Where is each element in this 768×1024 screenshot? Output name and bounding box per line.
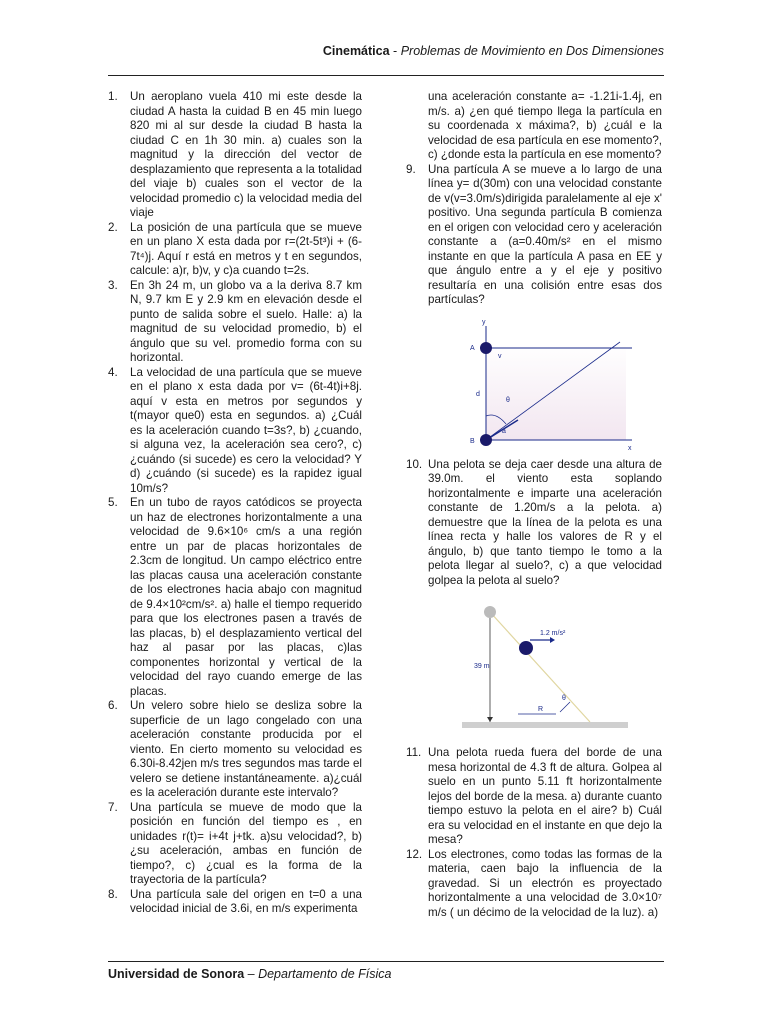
label-accel: 1.2 m/s²	[540, 630, 566, 637]
label-y: y	[482, 318, 486, 326]
header-subtitle: Problemas de Movimiento en Dos Dimensiones	[400, 44, 664, 58]
problem-8-continued: una aceleración constante a= -1.21i-1.4j, en m/s. a) ¿en qué tiempo llega la partícula en su coordenada x máxima?, b) ¿cuál e la velocidad de esa partícula en ese momento?, c) ¿donde esta la partícula en ese momento?	[428, 90, 662, 161]
diagram-background	[486, 344, 626, 440]
particle-b	[480, 434, 492, 446]
problem-11: 11. Una pelota rueda fuera del borde de una mesa horizontal de 4.3 ft de altura. Golpea al suelo en un punto 5.11 ft horizontalmente lejos del borde de la mesa. a) durante cuanto tiempo estuvo la pelota en el aire? b) Cuál era su velocidad en el instante en que dejo la mesa?	[406, 746, 662, 846]
page-footer: Universidad de Sonora – Departamento de Física	[108, 967, 392, 981]
problem-8: 8. Una partícula sale del origen en t=0 a una velocidad inicial de 3.6i, en m/s experimenta	[108, 887, 362, 915]
problem-4: 4. La velocidad de una partícula que se mueve en el plano x esta dada por v= (6t-4t)i+8j. aquí v esta en metros por segundos y t(mayor que0) esta en segundos. a) ¿Cuál es la aceleración cuando t=3s?, b) ¿cuando, si alguna vez, la aceleración sea cero?, c) ¿cuándo (si sucede) es cero la velocidad? Y d) ¿cuándo (si sucede) es la rapidez igual 10m/s?	[108, 365, 362, 495]
height-arrow	[487, 717, 493, 722]
particle-a	[480, 342, 492, 354]
problem-9: 9. Una partícula A se mueve a lo largo de una línea y= d(30m) con una velocidad constante de v(v=3.0m/s)dirigida paralelamente al eje x' positivo. Una segunda partícula B comienza en el origen con velocidad cero y aceleración constante a (a=0.40m/s² en el mismo instante en que la partícula A pasa en EE y que ángulo entre a y el eje y positivo resultaría en una colisión entre esas dos partículas?	[406, 162, 662, 306]
right-column	[406, 90, 662, 920]
label-v: v	[498, 352, 502, 360]
header-rule	[108, 75, 664, 76]
ball-moving	[519, 641, 533, 655]
label-a-vector: a	[502, 427, 506, 435]
label-a-point: A	[470, 344, 475, 352]
label-theta: θ	[562, 695, 566, 702]
label-theta: θ	[506, 396, 510, 404]
problem-6: 6. Un velero sobre hielo se desliza sobre la superficie de un lago congelado con una aceleración constante producida por el viento. En cierto momento su velocidad es 6.30i-8.42jen m/s tres segundos mas tarde el velero se detiene instantáneamente. a)¿cuál es la aceleración durante este intervalo?	[108, 699, 362, 799]
problem-2: 2. La posición de una partícula que se mueve en un plano X esta dada por r=(2t-5t³)i + (6-7t⁴)j. Aquí r está en metros y t en segundos, calcule: a)r, b)v, y c)a cuando t=2s.	[108, 220, 362, 277]
falling-ball-diagram	[406, 598, 662, 734]
wind-arrowhead	[550, 637, 555, 643]
footer-rule	[108, 961, 664, 962]
left-column	[108, 90, 362, 917]
page-header: Cinemática - Problemas de Movimiento en Dos Dimensiones	[322, 44, 664, 58]
problem-1: 1. Un aeroplano vuela 410 mi este desde la ciudad A hasta la cuidad B en 45 min luego 820 mi al sur desde la ciudad B hasta la ciudad C en 1h 30 min. a) cuales son la magnitud y la dirección del vector de desplazamiento que representa a la totalidad del viaje b) cuales son el vector de la velocidad promedio c) la velocidad media del viaje	[108, 90, 362, 219]
footer-university: Universidad de Sonora	[108, 967, 245, 981]
label-b-point: B	[470, 437, 475, 445]
footer-department: Departamento de Física	[258, 967, 392, 981]
ball-start	[484, 606, 496, 618]
problem-3: 3. En 3h 24 m, un globo va a la deriva 8.7 km N, 9.7 km E y 2.9 km en elevación desde el punto de salida sobre el suelo. Halle: a) la magnitud de su velocidad promedio, b) el ángulo que su vel. promedio forma con su horizontal.	[108, 278, 362, 364]
problem-5: 5. En un tubo de rayos catódicos se proyecta un haz de electrones horizontalmente a una velocidad de 9.6×10⁶ cm/s a una región entre un par de placas horizontales de 2.3cm de longitud. Un campo eléctrico entre las placas causa una aceleración constante de los electrones hacia abajo con magnitud de 9.4×10²cm/s². a) halle el tiempo requerido para que los electrones pasen a través de las placas, b) el desplazamiento vertical del haz al pasar por las placas, c)las componentes horizontal y vertical de la velocidad del rayo cuando emerge de las placas.	[108, 496, 362, 698]
label-x: x	[628, 444, 632, 452]
problem-10: 10. Una pelota se deja caer desde una altura de 39.0m. el viento esta soplando horizontalmente e imparte una aceleración constante de 1.20m/s a la pelota. a) demuestre que la línea de la pelota es una línea recta y halle los valores de R y el ángulo, b) que tanto tiempo le tomo a la pelota llegar al suelo?, c) a que velocidad golpea la pelota al suelo?	[406, 457, 662, 587]
label-height: 39 m	[474, 663, 490, 670]
collision-diagram	[406, 316, 662, 452]
angle-arc	[560, 702, 570, 712]
ground	[462, 722, 628, 728]
figure-falling-ball	[406, 598, 662, 734]
label-d: d	[476, 390, 480, 398]
problem-12: 12. Los electrones, como todas las formas de la materia, caen bajo la influencia de la gravedad. Si un electrón es proyectado horizontalmente a una velocidad de 3.0×10⁷ m/s ( un décimo de la velocidad de la luz). a)	[406, 847, 662, 919]
problem-7: 7. Una partícula se mueve de modo que la posición en función del tiempo es , en unidades r(t)= i+4t j+tk. a)su velocidad?, b) ¿su aceleración, ambas en función de tiempo?, c) ¿cual es la forma de la trayectoria de la partícula?	[108, 800, 362, 886]
header-title: Cinemática	[322, 44, 390, 58]
label-r: R	[538, 706, 544, 713]
figure-collision	[406, 316, 662, 452]
